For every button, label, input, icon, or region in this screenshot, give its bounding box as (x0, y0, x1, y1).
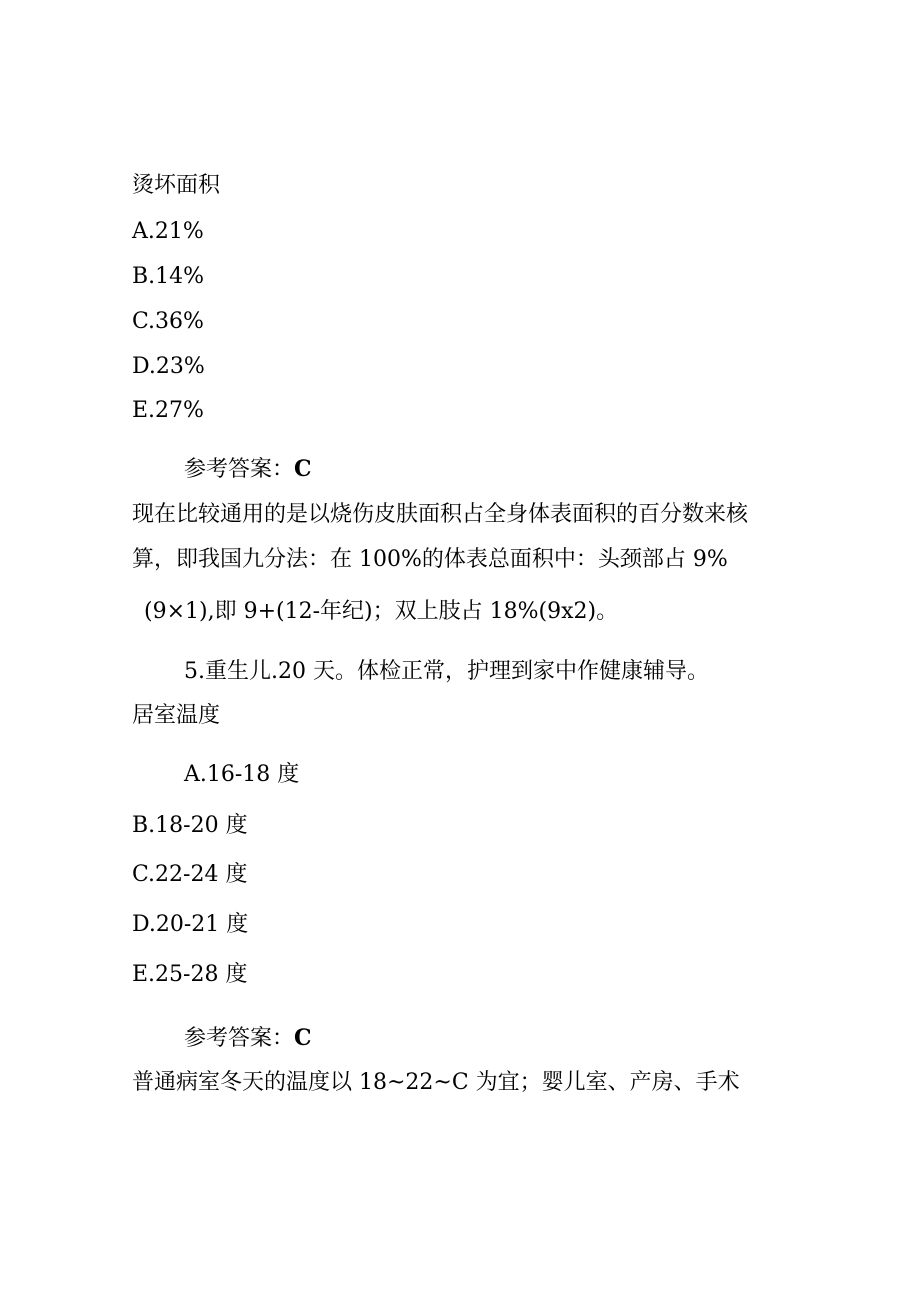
option-c: C.36% (132, 309, 204, 334)
option-b: B.18-20 度 (132, 813, 248, 838)
option-e: E.25-28 度 (132, 962, 248, 987)
explanation-line: 现在比较通用的是以烧伤皮肤面积占全身体表面积的百分数来核 (132, 502, 749, 527)
question-stem-tail: 烫坏面积 (132, 173, 221, 198)
option-e: E.27% (132, 398, 204, 423)
answer-line (184, 1023, 312, 1054)
option-d: D.20-21 度 (132, 912, 249, 937)
question-stem-line2: 居室温度 (132, 703, 221, 728)
answer-label: 参考答案： (184, 457, 295, 482)
question-stem: 5.重生儿.20 天。体检正常，护理到家中作健康辅导。 (184, 659, 709, 684)
answer-key: C (294, 456, 312, 482)
explanation-line: 普通病室冬天的温度以 18~22~C 为宜；婴儿室、产房、手术 (132, 1070, 740, 1095)
option-b: B.14% (132, 264, 205, 289)
answer-key: C (294, 1025, 312, 1051)
option-d: D.23% (132, 354, 205, 379)
answer-label: 参考答案： (184, 1026, 295, 1051)
option-c: C.22-24 度 (132, 862, 248, 887)
answer-line (184, 454, 312, 485)
option-a: A.16-18 度 (184, 762, 300, 787)
explanation-line: 算，即我国九分法：在 100%的体表总面积中：头颈部占 9% (132, 547, 728, 572)
option-a: A.21% (132, 219, 204, 244)
explanation-line: (9×1),即 9+(12-年纪)；双上肢占 18%(9x2)。 (144, 599, 619, 624)
